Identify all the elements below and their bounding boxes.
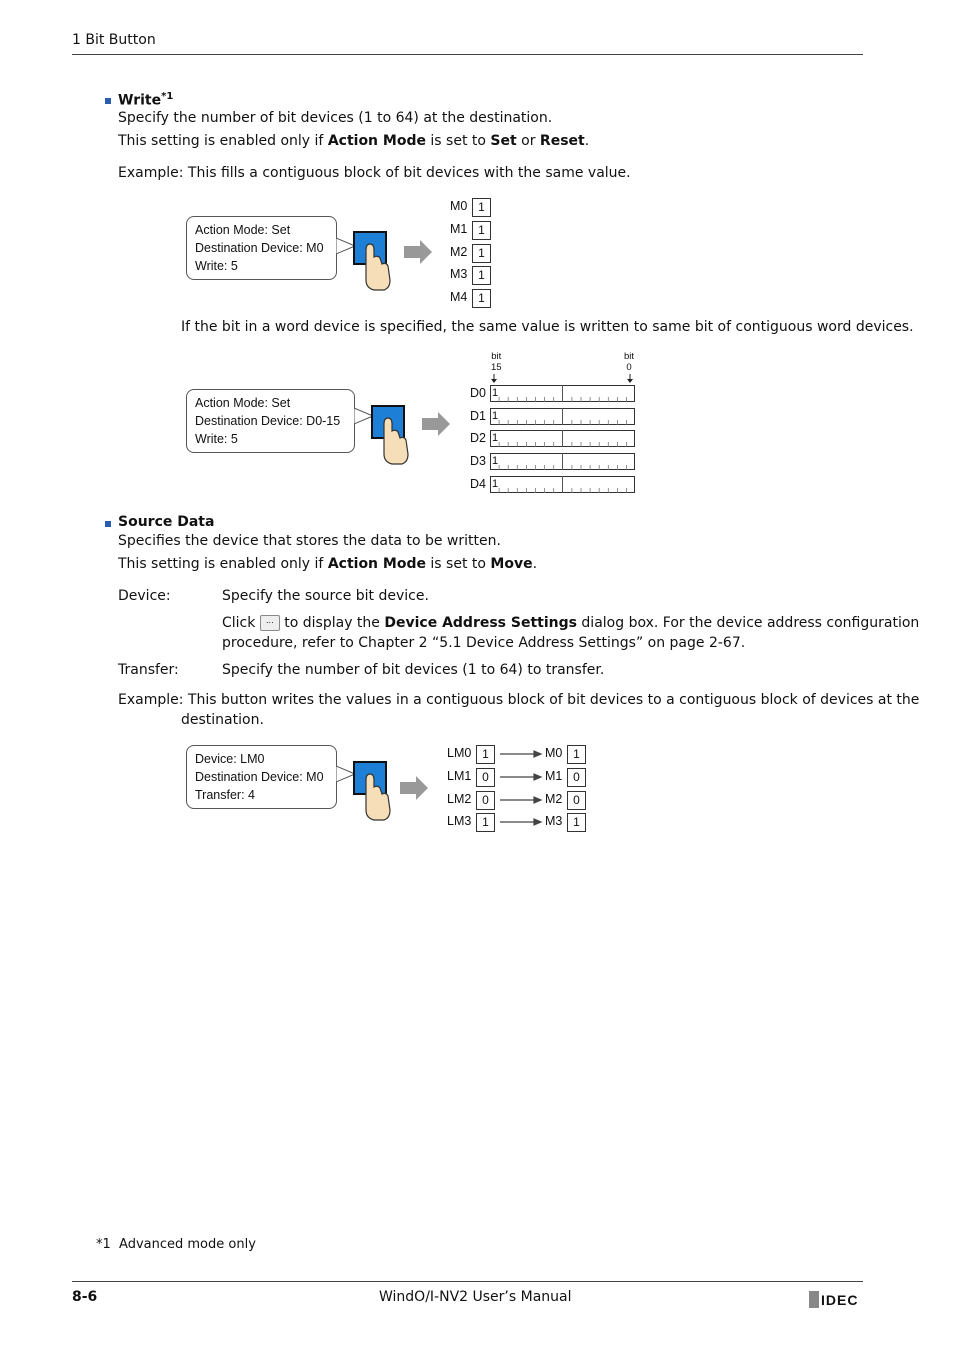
- word-label: D0: [470, 386, 486, 400]
- dest-bit-label: M3: [545, 814, 563, 828]
- transfer-text: Specify the number of bit devices (1 to 64) to transfer.: [222, 662, 605, 678]
- click-instruction: Click ... to display the Device Address Settings dialog box. For the device address configuration: [222, 615, 920, 631]
- source-example-cont: destination.: [181, 712, 264, 728]
- write-heading: Write$^{*1}$: [118, 91, 174, 109]
- write-example: Example: This fills a contiguous block of bit devices with the same value.: [118, 165, 631, 181]
- word-label: D2: [470, 431, 486, 445]
- word-bit-value: 1: [492, 455, 499, 467]
- source-bit-value: 1: [476, 745, 495, 764]
- source-heading: Source Data: [118, 514, 215, 530]
- bit-value: 1: [472, 221, 491, 240]
- write-desc: Specify the number of bit devices (1 to 64) at the destination.: [118, 110, 553, 126]
- bit-label: M1: [450, 222, 468, 236]
- device-label: Device:: [118, 588, 171, 604]
- dest-bit-value: 1: [567, 745, 586, 764]
- dest-bit-value: 1: [567, 813, 586, 832]
- bit-label: M2: [450, 245, 468, 259]
- word-bit-value: 1: [492, 432, 499, 444]
- button-press-illustration-1: [336, 228, 436, 308]
- page-number: 8-6: [72, 1289, 98, 1305]
- browse-button-icon: ...: [260, 615, 280, 631]
- bit-value: 1: [472, 289, 491, 308]
- bit-label: M4: [450, 290, 468, 304]
- source-bit-label: LM2: [447, 792, 472, 806]
- button-press-illustration-3: [336, 758, 436, 838]
- word-label: D4: [470, 477, 486, 491]
- source-example: Example: This button writes the values in a contiguous block of bit devices to a contiguous block of devices at the: [118, 692, 920, 708]
- source-bit-value: 0: [476, 791, 495, 810]
- callout-settings-1: Action Mode: Set Destination Device: M0 Write: 5: [186, 216, 337, 280]
- bit-label: M0: [450, 199, 468, 213]
- source-bit-label: LM0: [447, 746, 472, 760]
- word-label: D3: [470, 454, 486, 468]
- write-condition: This setting is enabled only if Action Mode is set to Set or Reset.: [118, 133, 590, 149]
- dest-bit-value: 0: [567, 791, 586, 810]
- source-bit-label: LM1: [447, 769, 472, 783]
- dest-bit-label: M0: [545, 746, 563, 760]
- dest-bit-label: M1: [545, 769, 563, 783]
- bit15-label: bit 15: [491, 351, 502, 373]
- source-bit-value: 0: [476, 768, 495, 787]
- word-bit-value: 1: [492, 410, 499, 422]
- button-press-illustration-2: [354, 398, 454, 478]
- bullet-icon: [105, 98, 111, 104]
- bit-value: 1: [472, 198, 491, 217]
- source-bit-value: 1: [476, 813, 495, 832]
- bullet-icon: [105, 521, 111, 527]
- bit-value: 1: [472, 244, 491, 263]
- footer-rule: [72, 1281, 863, 1282]
- dest-bit-label: M2: [545, 792, 563, 806]
- source-desc: Specifies the device that stores the data to be written.: [118, 533, 501, 549]
- idec-logo: IDEC: [809, 1291, 858, 1308]
- click-instruction-cont: procedure, refer to Chapter 2 “5.1 Device Address Settings” on page 2-67.: [222, 635, 746, 651]
- device-text: Specify the source bit device.: [222, 588, 429, 604]
- callout-settings-2: Action Mode: Set Destination Device: D0-15 Write: 5: [186, 389, 355, 453]
- callout-settings-3: Device: LM0 Destination Device: M0 Transfer: 4: [186, 745, 337, 809]
- source-bit-label: LM3: [447, 814, 472, 828]
- bit-value: 1: [472, 266, 491, 285]
- running-header: 1 Bit Button: [72, 32, 156, 48]
- logo-mark-icon: [809, 1291, 819, 1308]
- word-bit-value: 1: [492, 387, 499, 399]
- word-bit-value: 1: [492, 478, 499, 490]
- source-condition: This setting is enabled only if Action Mode is set to Move.: [118, 556, 538, 572]
- word-device-note: If the bit in a word device is specified, the same value is written to same bit of contiguous word devices.: [181, 319, 914, 335]
- bit-label: M3: [450, 267, 468, 281]
- word-label: D1: [470, 409, 486, 423]
- dest-bit-value: 0: [567, 768, 586, 787]
- footnote: *1 Advanced mode only: [96, 1237, 256, 1252]
- word-bit-ticks: [490, 385, 636, 495]
- manual-title: WindO/I-NV2 User’s Manual: [379, 1289, 572, 1305]
- bit-pointer-arrows: [489, 374, 639, 384]
- transfer-arrows: [498, 745, 544, 835]
- header-rule: [72, 54, 863, 55]
- bit0-label: bit 0: [624, 351, 635, 373]
- transfer-label: Transfer:: [118, 662, 179, 678]
